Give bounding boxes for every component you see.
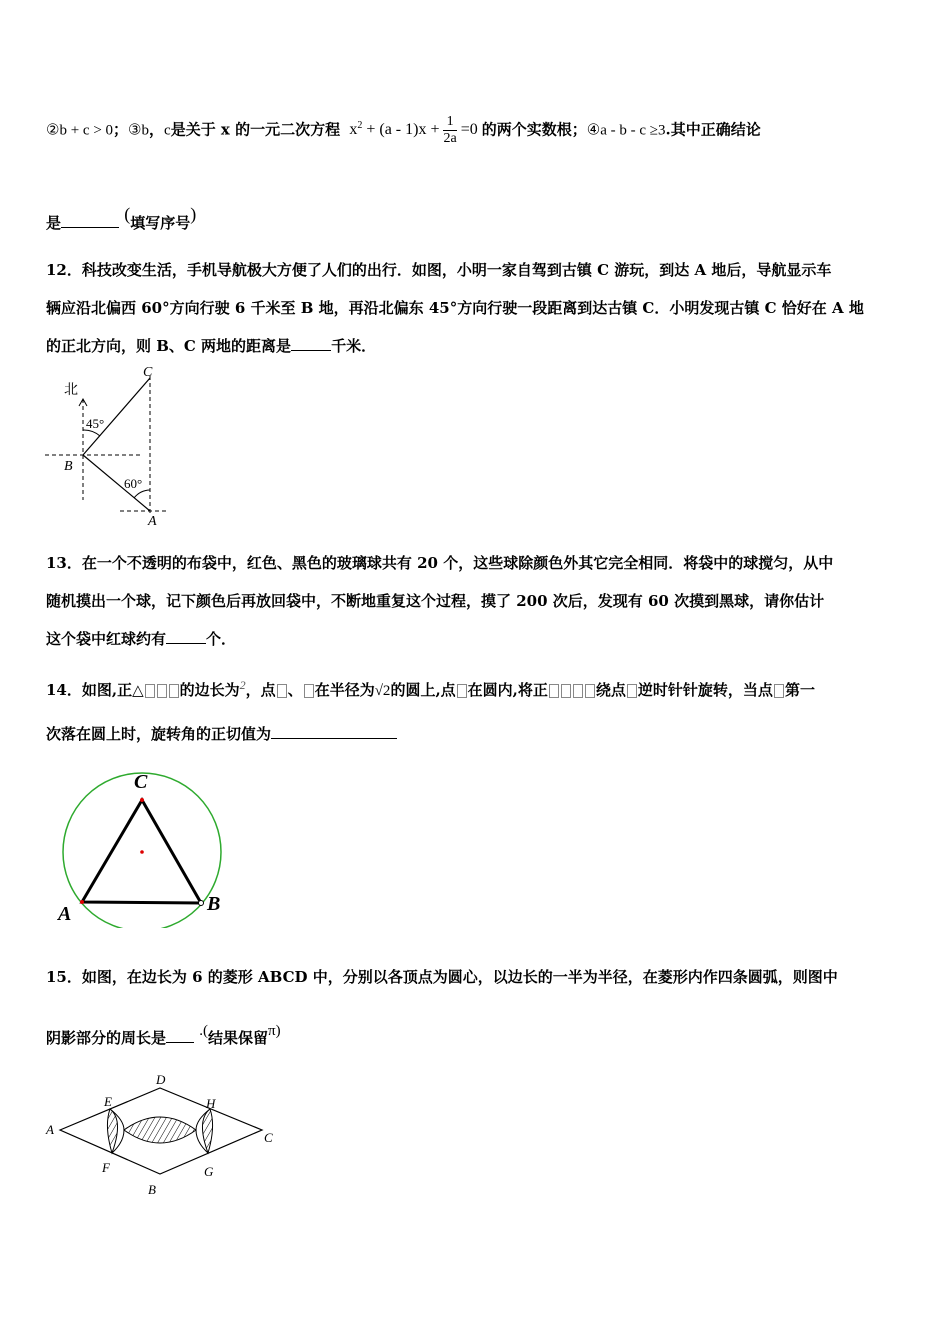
label-c: C [143, 365, 153, 380]
q14-p3: ，点 [245, 681, 276, 699]
var-x: x [215, 120, 236, 139]
q14-figure [50, 768, 240, 928]
missing-glyph [561, 684, 571, 698]
separator: ； [113, 120, 129, 139]
label-a: A [58, 903, 72, 925]
q14-p5: 在半径为 [314, 681, 375, 699]
q13-line3-b: 个． [206, 630, 237, 648]
q12-figure [40, 362, 180, 532]
label-c: C [264, 1130, 273, 1145]
answer-blank[interactable] [61, 213, 119, 228]
q11-prefix: 是 [46, 214, 62, 232]
q11-line2 [46, 204, 197, 233]
q14-p4: 、 [287, 681, 303, 699]
side-length: 2 [239, 678, 246, 692]
quadratic-equation [349, 114, 477, 147]
q12-line2: 辆应沿北偏西 60°方向行驶 6 千米至 B 地，再沿北偏东 45°方向行驶一段距离到达古镇 C．小明发现古镇 C 恰好在 A 地 [46, 299, 864, 317]
angle-60-label: 60° [124, 476, 143, 491]
circled-2: ② [46, 122, 60, 139]
answer-blank[interactable] [166, 1028, 194, 1043]
comma: ， [149, 120, 165, 139]
q15-line2 [46, 1023, 281, 1049]
q14-line1 [46, 675, 815, 701]
q12-line3-b: 千米． [331, 337, 377, 355]
text-b: 的一元二次方程 [235, 120, 341, 139]
radius-sqrt2: √2 [374, 683, 391, 699]
q14-p6: 的圆上,点 [390, 681, 456, 699]
north-label: 北 [64, 383, 78, 398]
missing-glyph [573, 684, 583, 698]
circled-4: ④ [586, 122, 601, 139]
point-a [80, 900, 84, 904]
q15-line1: 15．如图，在边长为 6 的菱形 ABCD 中，分别以各顶点为圆心，以边长的一半为半径，在菱形内作四条圆弧，则图中 [46, 968, 838, 986]
q14-p7: 在圆内,将正 [467, 681, 548, 699]
q14-line2 [46, 724, 397, 744]
label-a: A [46, 1122, 54, 1137]
missing-glyph [585, 684, 595, 698]
q14-p9: 逆时针针旋转，当点 [637, 681, 773, 699]
q13-line2: 随机摸出一个球，记下颜色后再放回袋中，不断地重复这个过程，摸了 200 次后，发现有 60 次摸到黑球，请你估计 [46, 592, 825, 610]
q14-p10: 第一 [784, 681, 815, 699]
label-e: E [104, 1094, 112, 1109]
missing-glyph [157, 684, 167, 698]
point-c [140, 798, 144, 802]
middle-shaded [124, 1117, 196, 1143]
q11-line1 [46, 114, 761, 147]
right-shaded [202, 1109, 212, 1153]
var-c: c [164, 122, 171, 139]
eq-mid: + (a - 1)x + [362, 121, 444, 139]
text-c: 的两个实数根； [481, 120, 587, 139]
angle-45-label: 45° [86, 416, 105, 431]
answer-blank[interactable] [166, 629, 206, 644]
q12-line3-a: 的正北方向，则 B、C 两地的距离是 [46, 337, 292, 355]
label-d: D [156, 1072, 166, 1087]
angle-60-arc [134, 490, 150, 498]
label-b: B [207, 893, 221, 915]
q15-line2-b: 结果保留 [208, 1029, 269, 1047]
q14-line2-text: 次落在圆上时，旋转角的正切值为 [46, 725, 272, 743]
missing-glyph [304, 684, 314, 698]
missing-glyph [145, 684, 155, 698]
missing-glyph [277, 684, 287, 698]
q13-line1: 13．在一个不透明的布袋中，红色、黑色的玻璃球共有 20 个，这些球除颜色外其它完全相同．将袋中的球搅匀，从中 [46, 554, 834, 572]
eq-num: 1 [443, 114, 456, 131]
missing-glyph [457, 684, 467, 698]
q11-note: 填写序号 [130, 214, 191, 232]
circled-3: ③ [128, 122, 142, 139]
label-b: B [64, 459, 73, 474]
expr-b-plus-c: b + c > 0 [59, 122, 114, 139]
eq-tail: =0 [456, 121, 478, 139]
missing-glyph [627, 684, 637, 698]
answer-blank[interactable] [271, 724, 397, 739]
answer-blank[interactable] [291, 336, 331, 351]
eq-den: 2a [443, 131, 457, 146]
label-c: C [134, 771, 148, 793]
eq-sup: 2 [357, 119, 363, 131]
label-a: A [148, 514, 157, 529]
left-shaded [107, 1109, 117, 1153]
q12-line1: 12．科技改变生活，手机导航极大方便了人们的出行．如图，小明一家自驾到古镇 C 游玩，到达 A 地后，导航显示车 [46, 261, 832, 279]
eq-lead: x [349, 121, 358, 139]
q15-dot: .( [199, 1023, 208, 1039]
missing-glyph [169, 684, 179, 698]
center-point [140, 850, 144, 854]
q14-p1: 14．如图,正△ [46, 681, 144, 699]
q12-line3 [46, 336, 376, 356]
q13-line3 [46, 629, 236, 649]
q15-figure [40, 1066, 290, 1206]
label-b: B [148, 1182, 156, 1197]
q13-line3-a: 这个袋中红球约有 [46, 630, 167, 648]
q14-p8: 绕点 [595, 681, 626, 699]
text-a: 是关于 [170, 120, 216, 139]
missing-glyph [549, 684, 559, 698]
label-f: F [102, 1160, 110, 1175]
eq-fraction [443, 114, 456, 147]
point-b [199, 901, 204, 906]
paren-open: ( [124, 204, 131, 224]
missing-glyph [774, 684, 784, 698]
var-b: b [141, 122, 149, 139]
q15-pi: π) [268, 1023, 281, 1039]
q14-p2: 的边长为 [179, 681, 240, 699]
paren-close: ) [190, 204, 197, 224]
q15-line2-a: 阴影部分的周长是 [46, 1029, 167, 1047]
text-d: .其中正确结论 [665, 120, 761, 139]
label-g: G [204, 1164, 214, 1179]
label-h: H [206, 1096, 216, 1111]
expr-a-b-c: a - b - c ≥3 [600, 122, 666, 139]
